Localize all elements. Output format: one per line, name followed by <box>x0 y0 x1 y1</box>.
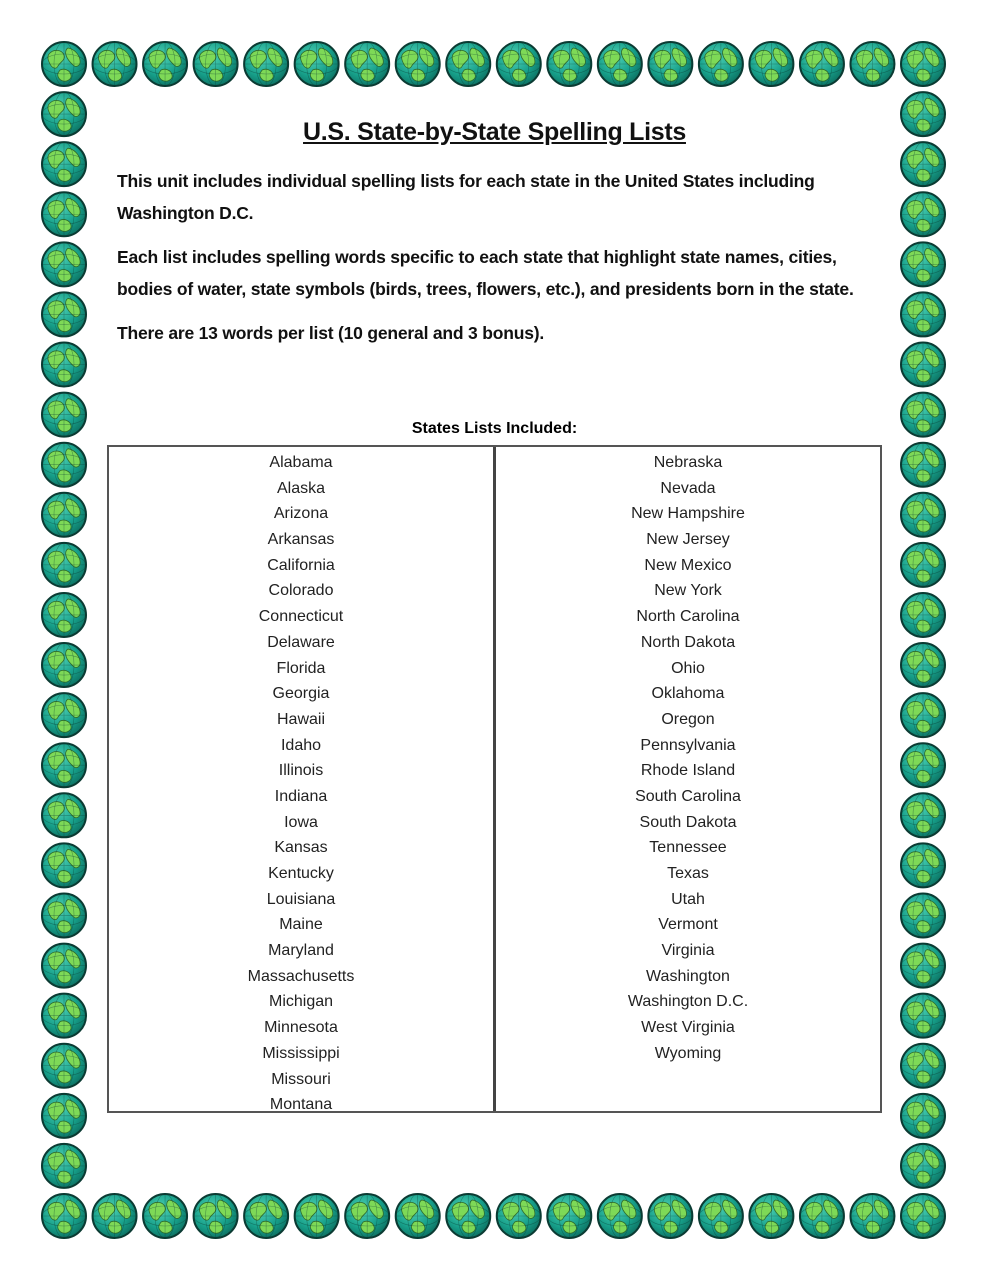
state-list-item: West Virginia <box>641 1019 735 1037</box>
state-list-item: Indiana <box>274 787 328 805</box>
globe-icon <box>699 1194 743 1238</box>
globe-icon <box>42 1094 86 1138</box>
globe-icon <box>143 42 187 86</box>
globe-icon <box>901 543 945 587</box>
globe-icon <box>800 42 844 86</box>
globe-icon <box>42 944 86 988</box>
globe-icon <box>42 593 86 637</box>
globe-icon <box>42 242 86 286</box>
state-list-item: North Carolina <box>636 608 740 626</box>
state-list-item: Mississippi <box>262 1044 340 1062</box>
globe-icon <box>901 42 945 86</box>
globe-icon <box>901 343 945 387</box>
globe-icon <box>648 42 692 86</box>
globe-icon <box>42 643 86 687</box>
state-list-item: Massachusetts <box>247 967 355 985</box>
globe-icon <box>42 343 86 387</box>
globe-icon <box>699 42 743 86</box>
state-list-item: South Carolina <box>635 787 741 805</box>
globe-icon <box>244 42 288 86</box>
globe-icon <box>850 42 894 86</box>
globe-icon <box>42 292 86 336</box>
globe-icon <box>901 743 945 787</box>
globe-icon <box>42 443 86 487</box>
globe-icon <box>42 743 86 787</box>
state-list-item: Alaska <box>276 479 326 497</box>
globe-icon <box>42 42 86 86</box>
globe-icon <box>396 42 440 86</box>
state-list-item: New Mexico <box>644 556 732 574</box>
globe-icon <box>850 1194 894 1238</box>
state-list-item: Michigan <box>268 993 334 1011</box>
intro-paragraph: This unit includes individual spelling lists for each state in the United States including Washington D.C. <box>117 171 815 223</box>
word-count-paragraph: There are 13 words per list (10 general and 3 bonus). <box>117 323 545 343</box>
globe-icon <box>295 42 339 86</box>
states-column-left <box>109 447 496 1114</box>
state-list-item: Oklahoma <box>651 685 725 703</box>
state-list-item: New Jersey <box>646 531 730 549</box>
globe-icon <box>42 92 86 136</box>
globe-icon <box>42 1194 86 1238</box>
state-list-item: Montana <box>269 1096 333 1114</box>
globe-icon <box>42 142 86 186</box>
globe-icon <box>547 1194 591 1238</box>
state-list-item: Minnesota <box>264 1019 338 1037</box>
globe-icon <box>194 42 238 86</box>
globe-icon <box>749 1194 793 1238</box>
state-list-item: Illinois <box>278 762 324 780</box>
globe-icon <box>295 1194 339 1238</box>
state-list-item: Washington <box>646 967 730 985</box>
globe-icon <box>446 1194 490 1238</box>
globe-icon <box>42 893 86 937</box>
description-paragraph: Each list includes spelling words specific to each state that highlight state names, cities, bodies of water, state symbols (birds, trees, flowers, etc.), and presidents born in the state. <box>117 247 854 299</box>
state-list-item: Oregon <box>661 710 715 728</box>
globe-icon <box>93 42 137 86</box>
globe-icon <box>901 643 945 687</box>
globe-icon <box>497 1194 541 1238</box>
globe-icon <box>800 1194 844 1238</box>
globe-icon <box>547 42 591 86</box>
globe-icon <box>42 192 86 236</box>
state-list-item: New York <box>654 582 722 600</box>
globe-icon <box>42 693 86 737</box>
state-list-item: Ohio <box>671 659 705 677</box>
globe-icon <box>901 192 945 236</box>
state-list-item: Connecticut <box>258 608 344 626</box>
globe-icon <box>901 92 945 136</box>
state-list-item: Vermont <box>658 916 718 934</box>
globe-icon <box>901 443 945 487</box>
state-list-item: Nevada <box>660 479 716 497</box>
globe-icon <box>901 1044 945 1088</box>
globe-icon <box>901 292 945 336</box>
globe-icon <box>901 142 945 186</box>
state-list-item: Georgia <box>272 685 330 703</box>
list-heading: States Lists Included: <box>411 420 578 437</box>
globe-icon <box>42 994 86 1038</box>
state-list-item: New Hampshire <box>631 505 745 523</box>
state-list-item: Maine <box>279 916 323 934</box>
state-list-item: Arkansas <box>267 531 335 549</box>
globe-icon <box>901 1144 945 1188</box>
state-list-item: Alabama <box>269 454 333 471</box>
globe-icon <box>901 242 945 286</box>
globe-icon <box>42 843 86 887</box>
state-list-item: Arizona <box>273 505 329 523</box>
globe-icon <box>901 1194 945 1238</box>
state-list-item: Idaho <box>280 736 322 754</box>
globe-icon <box>598 1194 642 1238</box>
state-list-item: Utah <box>671 890 705 908</box>
globe-icon <box>901 944 945 988</box>
globe-icon <box>901 393 945 437</box>
state-list-item: South Dakota <box>639 813 737 831</box>
state-list-item: Delaware <box>267 633 335 651</box>
globe-icon <box>345 42 389 86</box>
globe-icon <box>42 1044 86 1088</box>
state-list-item: Kansas <box>274 839 328 857</box>
state-list-item: Washington D.C. <box>627 993 749 1011</box>
globe-icon <box>143 1194 187 1238</box>
state-list-item: California <box>267 556 335 574</box>
globe-icon <box>345 1194 389 1238</box>
globe-icon <box>901 994 945 1038</box>
states-column-right <box>496 447 880 1111</box>
page-title: U.S. State-by-State Spelling Lists <box>303 118 686 146</box>
globe-icon <box>93 1194 137 1238</box>
state-list-item: Maryland <box>268 942 334 960</box>
state-list-item: Missouri <box>271 1070 331 1088</box>
globe-icon <box>901 493 945 537</box>
state-list-item: Texas <box>667 865 709 882</box>
globe-icon <box>901 793 945 837</box>
states-table <box>107 445 882 1113</box>
globe-icon <box>901 1094 945 1138</box>
globe-icon <box>396 1194 440 1238</box>
globe-icon <box>598 42 642 86</box>
globe-icon <box>42 393 86 437</box>
globe-icon <box>749 42 793 86</box>
globe-icon <box>901 693 945 737</box>
globe-icon <box>42 1144 86 1188</box>
document-body <box>107 118 882 361</box>
globe-icon <box>901 593 945 637</box>
state-list-item: Kentucky <box>268 865 334 882</box>
state-list-item: Nebraska <box>653 454 723 471</box>
globe-icon <box>42 793 86 837</box>
globe-icon <box>497 42 541 86</box>
state-list-item: Louisiana <box>266 890 336 908</box>
state-list-item: Tennessee <box>649 839 727 857</box>
globe-icon <box>901 843 945 887</box>
globe-icon <box>901 893 945 937</box>
state-list-item: Wyoming <box>654 1044 722 1062</box>
globe-icon <box>446 42 490 86</box>
state-list-item: Florida <box>276 659 326 677</box>
globe-icon <box>194 1194 238 1238</box>
globe-icon <box>648 1194 692 1238</box>
state-list-item: Pennsylvania <box>640 736 736 754</box>
globe-icon <box>244 1194 288 1238</box>
globe-icon <box>42 493 86 537</box>
state-list-item: Virginia <box>661 942 715 960</box>
state-list-item: Hawaii <box>276 710 325 728</box>
state-list-item: Colorado <box>268 582 334 600</box>
state-list-item: Iowa <box>284 813 318 831</box>
state-list-item: Rhode Island <box>640 762 736 780</box>
globe-icon <box>42 543 86 587</box>
state-list-item: North Dakota <box>640 633 736 651</box>
